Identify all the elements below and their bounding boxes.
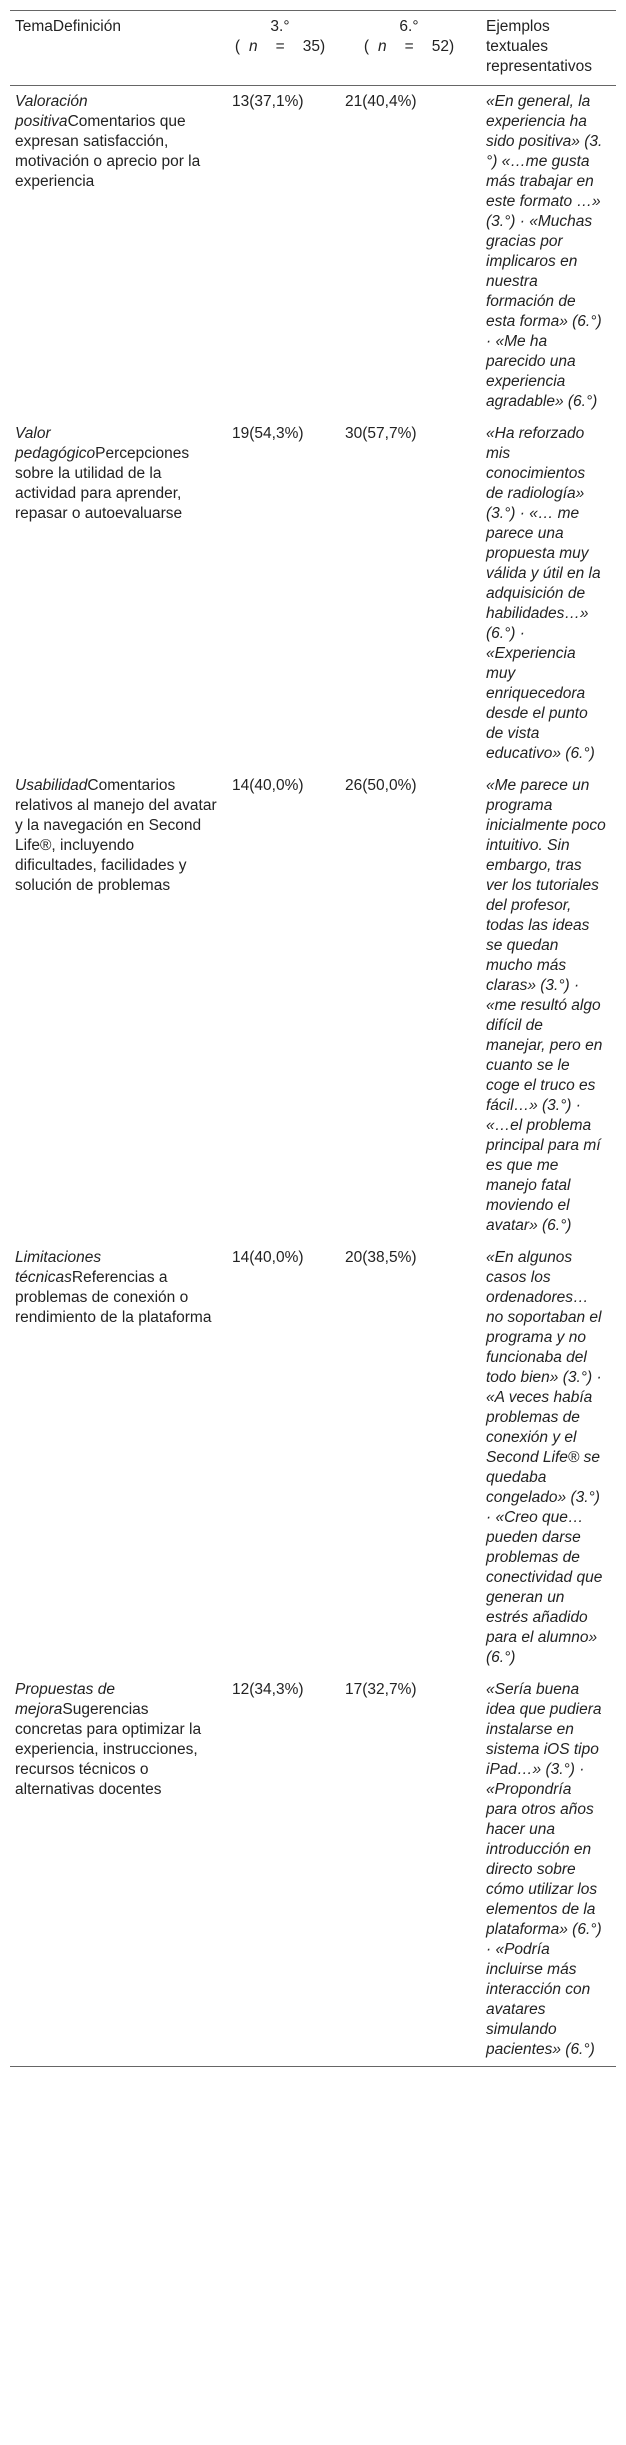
table-row xyxy=(10,1674,616,2067)
count-3rd-cell: 14(40,0%) xyxy=(232,1249,304,1266)
results-table xyxy=(10,10,616,2067)
table-row xyxy=(10,770,616,1242)
header-6th-n: ( n = 52) xyxy=(363,38,455,55)
theme-definition-cell xyxy=(10,1242,223,1674)
quotes-cell: «En general, la experiencia ha sido positiva» (3.°) «…me gusta más trabajar en este formato …» (3.°) · «Muchas gracias por implicaros en nuestra formación de esta forma» (6.°) · «Me ha parecido una experiencia agradable» (6.°) xyxy=(486,93,603,410)
count-3rd-cell: 14(40,0%) xyxy=(232,777,304,794)
theme-name: Usabilidad xyxy=(15,777,88,794)
theme-definition-cell xyxy=(10,1674,223,2067)
header-row xyxy=(10,11,616,86)
theme-definition-cell xyxy=(10,418,223,770)
theme-definition: Sugerencias concretas para optimizar la experiencia, instrucciones, recursos técnicos o alternativas docentes xyxy=(15,1701,202,1798)
theme-definition: Percepciones sobre la utilidad de la actividad para aprender, repasar o autoevaluarse xyxy=(15,445,190,522)
results-table-container xyxy=(10,10,616,2067)
count-6th-cell: 26(50,0%) xyxy=(345,777,417,794)
theme-definition: Comentarios relativos al manejo del avatar y la navegación en Second Life®, incluyendo dificultades, facilidades y solución de problemas xyxy=(15,777,217,894)
count-3rd-cell: 13(37,1%) xyxy=(232,93,304,110)
header-6th-title: 6.° xyxy=(399,18,419,35)
quotes-cell: «Ha reforzado mis conocimientos de radiología» (3.°) · «… me parece una propuesta muy válida y útil en la adquisición de habilidades…» (6.°) · «Experiencia muy enriquecedora desde el punto de vista educativo» (6.°) xyxy=(486,425,601,762)
header-theme-definition: TemaDefinición xyxy=(15,18,121,35)
table-row xyxy=(10,86,616,419)
quotes-cell: «Sería buena idea que pudiera instalarse en sistema iOS tipo iPad…» (3.°) · «Propondría para otros años hacer una introducción en directo sobre cómo utilizar los elementos de la plataforma» (6.°) · «Podría incluirse más interacción con avatares simulando pacientes» (6.°) xyxy=(486,1681,602,2058)
header-3rd-year xyxy=(223,11,336,86)
count-3rd-cell: 12(34,3%) xyxy=(232,1681,304,1698)
header-3rd-title: 3.° xyxy=(270,18,290,35)
theme-name: Limitaciones técnicas xyxy=(15,1249,102,1286)
quotes-cell: «Me parece un programa inicialmente poco intuitivo. Sin embargo, tras ver los tutoriales del profesor, todas las ideas se quedan mucho más claras» (3.°) · «me resultó algo difícil de manejar, pero en cuanto se le coge el truco es fácil…» (3.°) · «…el problema principal para mí es que me manejo fatal moviendo el avatar» (6.°) xyxy=(486,777,606,1234)
theme-name: Valoración positiva xyxy=(15,93,88,130)
quotes-cell: «En algunos casos los ordenadores… no soportaban el programa y no funcionaba del todo bien» (3.°) · «A veces había problemas de conexión y el Second Life® se quedaba congelado» (3.°) · «Creo que… pueden darse problemas de conectividad que generan un estrés añadido para el alumno» (6.°) xyxy=(486,1249,603,1666)
count-6th-cell: 21(40,4%) xyxy=(345,93,417,110)
count-3rd-cell: 19(54,3%) xyxy=(232,425,304,442)
count-6th-cell: 30(57,7%) xyxy=(345,425,417,442)
header-6th-year xyxy=(336,11,481,86)
count-6th-cell: 17(32,7%) xyxy=(345,1681,417,1698)
count-6th-cell: 20(38,5%) xyxy=(345,1249,417,1266)
header-examples: Ejemplos textuales representativos xyxy=(486,18,592,75)
theme-definition-cell xyxy=(10,86,223,419)
theme-definition-cell xyxy=(10,770,223,1242)
theme-name: Valor pedagógico xyxy=(15,425,96,462)
table-row xyxy=(10,1242,616,1674)
theme-definition: Comentarios que expresan satisfacción, motivación o aprecio por la experiencia xyxy=(15,113,201,190)
table-header xyxy=(10,11,616,86)
table-row xyxy=(10,418,616,770)
table-body xyxy=(10,86,616,2067)
theme-name: Propuestas de mejora xyxy=(15,1681,115,1718)
theme-definition: Referencias a problemas de conexión o rendimiento de la plataforma xyxy=(15,1269,212,1326)
header-3rd-n: ( n = 35) xyxy=(234,38,326,55)
